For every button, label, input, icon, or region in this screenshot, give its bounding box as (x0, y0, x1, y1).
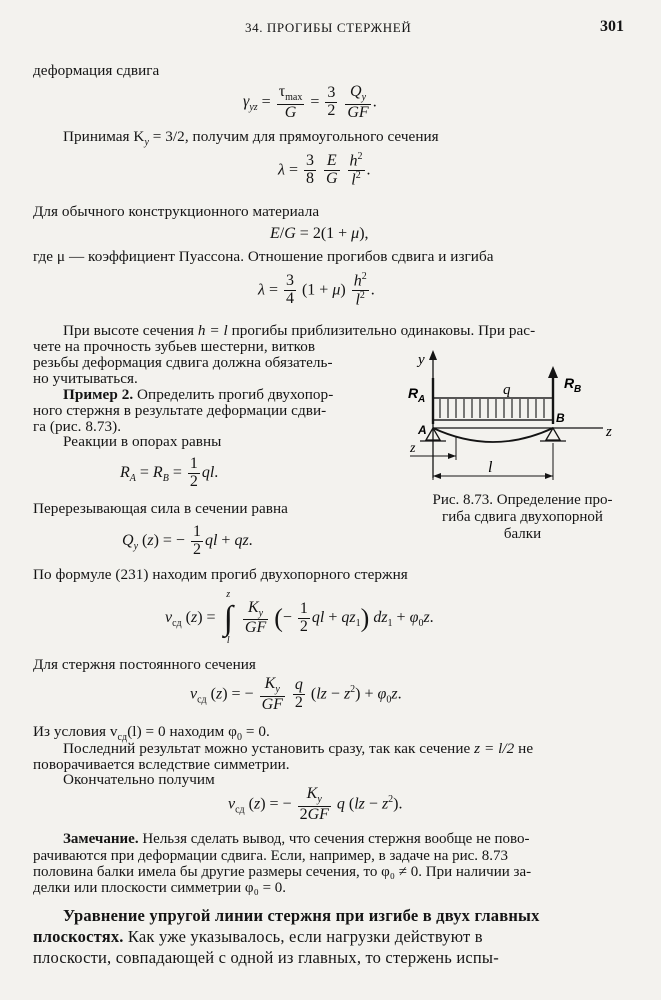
label-rb: R (564, 375, 575, 391)
equation-deflection-constant: $v_{сд}$ (z) = − $\frac{K_y}{GF}$ $\frac{q}{2}$ $(lz - z^2) + \varphi_0z$. (190, 675, 402, 713)
text-line: Пример 2. Определить прогиб двухопор- (63, 386, 334, 403)
text-line: га (рис. 8.73). (33, 418, 122, 435)
note-line: Замечание. Нельзя сделать вывод, что сечения стержня вообще не пово- (63, 831, 530, 847)
distributed-load-box (433, 398, 553, 420)
text-line: По формуле (231) находим прогиб двухопорного стержня (33, 566, 408, 583)
text-line: но учитываться. (33, 370, 138, 387)
text-line: Из условия $v_{сд}(l) = 0$ находим $\varphi_0 = 0$. (33, 723, 270, 744)
note-line: делки или плоскости симметрии φ₀ = 0. (33, 880, 287, 896)
reaction-b-arrowhead (548, 366, 558, 378)
label-l-dim: l (488, 459, 493, 476)
text-line: Окончательно получим (63, 771, 215, 788)
label-q: q (503, 382, 511, 398)
load-arrows (440, 399, 544, 418)
label-rb-sub: B (574, 384, 582, 395)
equation-deflection-integral: $v_{сд}$ (z) = z ∫ l $\frac{K_y}{GF}$ (− $\frac{1}{2}$ ql + $qz_1$) $dz_1 + \varphi_0z$. (165, 589, 434, 647)
text-line: деформация сдвига (33, 62, 160, 79)
equation-shear: $Q_y$ (z) = − $\frac{1}{2}$ ql + qz. (122, 523, 253, 558)
label-y: y (418, 352, 425, 368)
text-line: ного стержня в результате деформации сдви- (33, 402, 327, 419)
figure-caption: Рис. 8.73. Определение про- гиба сдвига двухопорной балки (432, 492, 613, 542)
text-line: Последний результат можно установить сразу, так как сечение z = l/2 не (63, 740, 534, 757)
section-heading-line: плоскостях. Как уже указывалось, если нагрузки действуют в (33, 927, 483, 946)
text-line: Перерезывающая сила в сечении равна (33, 500, 288, 517)
deflection-curve (433, 428, 553, 442)
text-line: При высоте сечения h = l прогибы приблизительно одинаковы. При рас- (63, 322, 536, 339)
text-line: Для стержня постоянного сечения (33, 656, 256, 673)
section-heading: Уравнение упругой линии стержня при изгибе в двух главных (63, 906, 540, 925)
label-a: A (418, 423, 427, 437)
label-ra: R (408, 385, 419, 401)
equation-lambda-2: λ = $\frac{3}{4}$ (1 + μ) $\frac{h^2}{l^2}$ . (258, 271, 375, 309)
note-line: рачиваются при деформации сдвига. Если, например, в задаче на рис. 8.73 (33, 848, 509, 864)
equation-final: $v_{сд}$ (z) = − $\frac{K_y}{2GF}$ q $(lz - z^2)$. (228, 785, 403, 823)
text-line: Реакции в опорах равны (63, 433, 222, 450)
label-ra-sub: A (418, 394, 426, 405)
label-b: B (556, 411, 565, 425)
y-axis-arrow (429, 350, 437, 360)
running-header: 34. ПРОГИБЫ СТЕРЖНЕЙ (245, 20, 412, 35)
text-line: чете на прочность зубьев шестерни, витков (33, 338, 316, 355)
text-line: поворачивается вследствие симметрии. (33, 756, 290, 773)
equation-lambda-1: λ = $\frac{3}{8}$ $\frac{E}{G}$ $\frac{h^2}{l^2}$ . (278, 151, 371, 189)
text-line: где μ — коэффициент Пуассона. Отношение прогибов сдвига и изгиба (33, 248, 494, 265)
equation-reactions: $R_A = R_B$ = $\frac{1}{2}$ ql. (120, 455, 219, 490)
label-z-dim: z (410, 441, 416, 456)
equation-eg: E/G = 2(1 + μ), (270, 225, 369, 242)
text-line: плоскости, совпадающей с одной из главных, то стержень испы- (33, 948, 499, 967)
text-line: Для обычного конструкционного материала (33, 203, 320, 220)
text-line: резьбы деформация сдвига должна обязатель- (33, 354, 333, 371)
label-z-axis: z (606, 424, 612, 440)
page-number: 301 (600, 18, 624, 35)
equation-gamma: $\gamma_{yz}$ = $\frac{\tau_{max}}{G}$ = $\frac{3}{2}$ $\frac{Q_y}{GF}$ . (243, 83, 377, 121)
note-line: половина балки имела бы другие размеры сечения, то φ₀ ≠ 0. При наличии за- (33, 864, 532, 880)
beam-figure (388, 348, 628, 488)
text-line: Принимая $K_y = 3/2$, получим для прямоугольного сечения (63, 128, 439, 149)
